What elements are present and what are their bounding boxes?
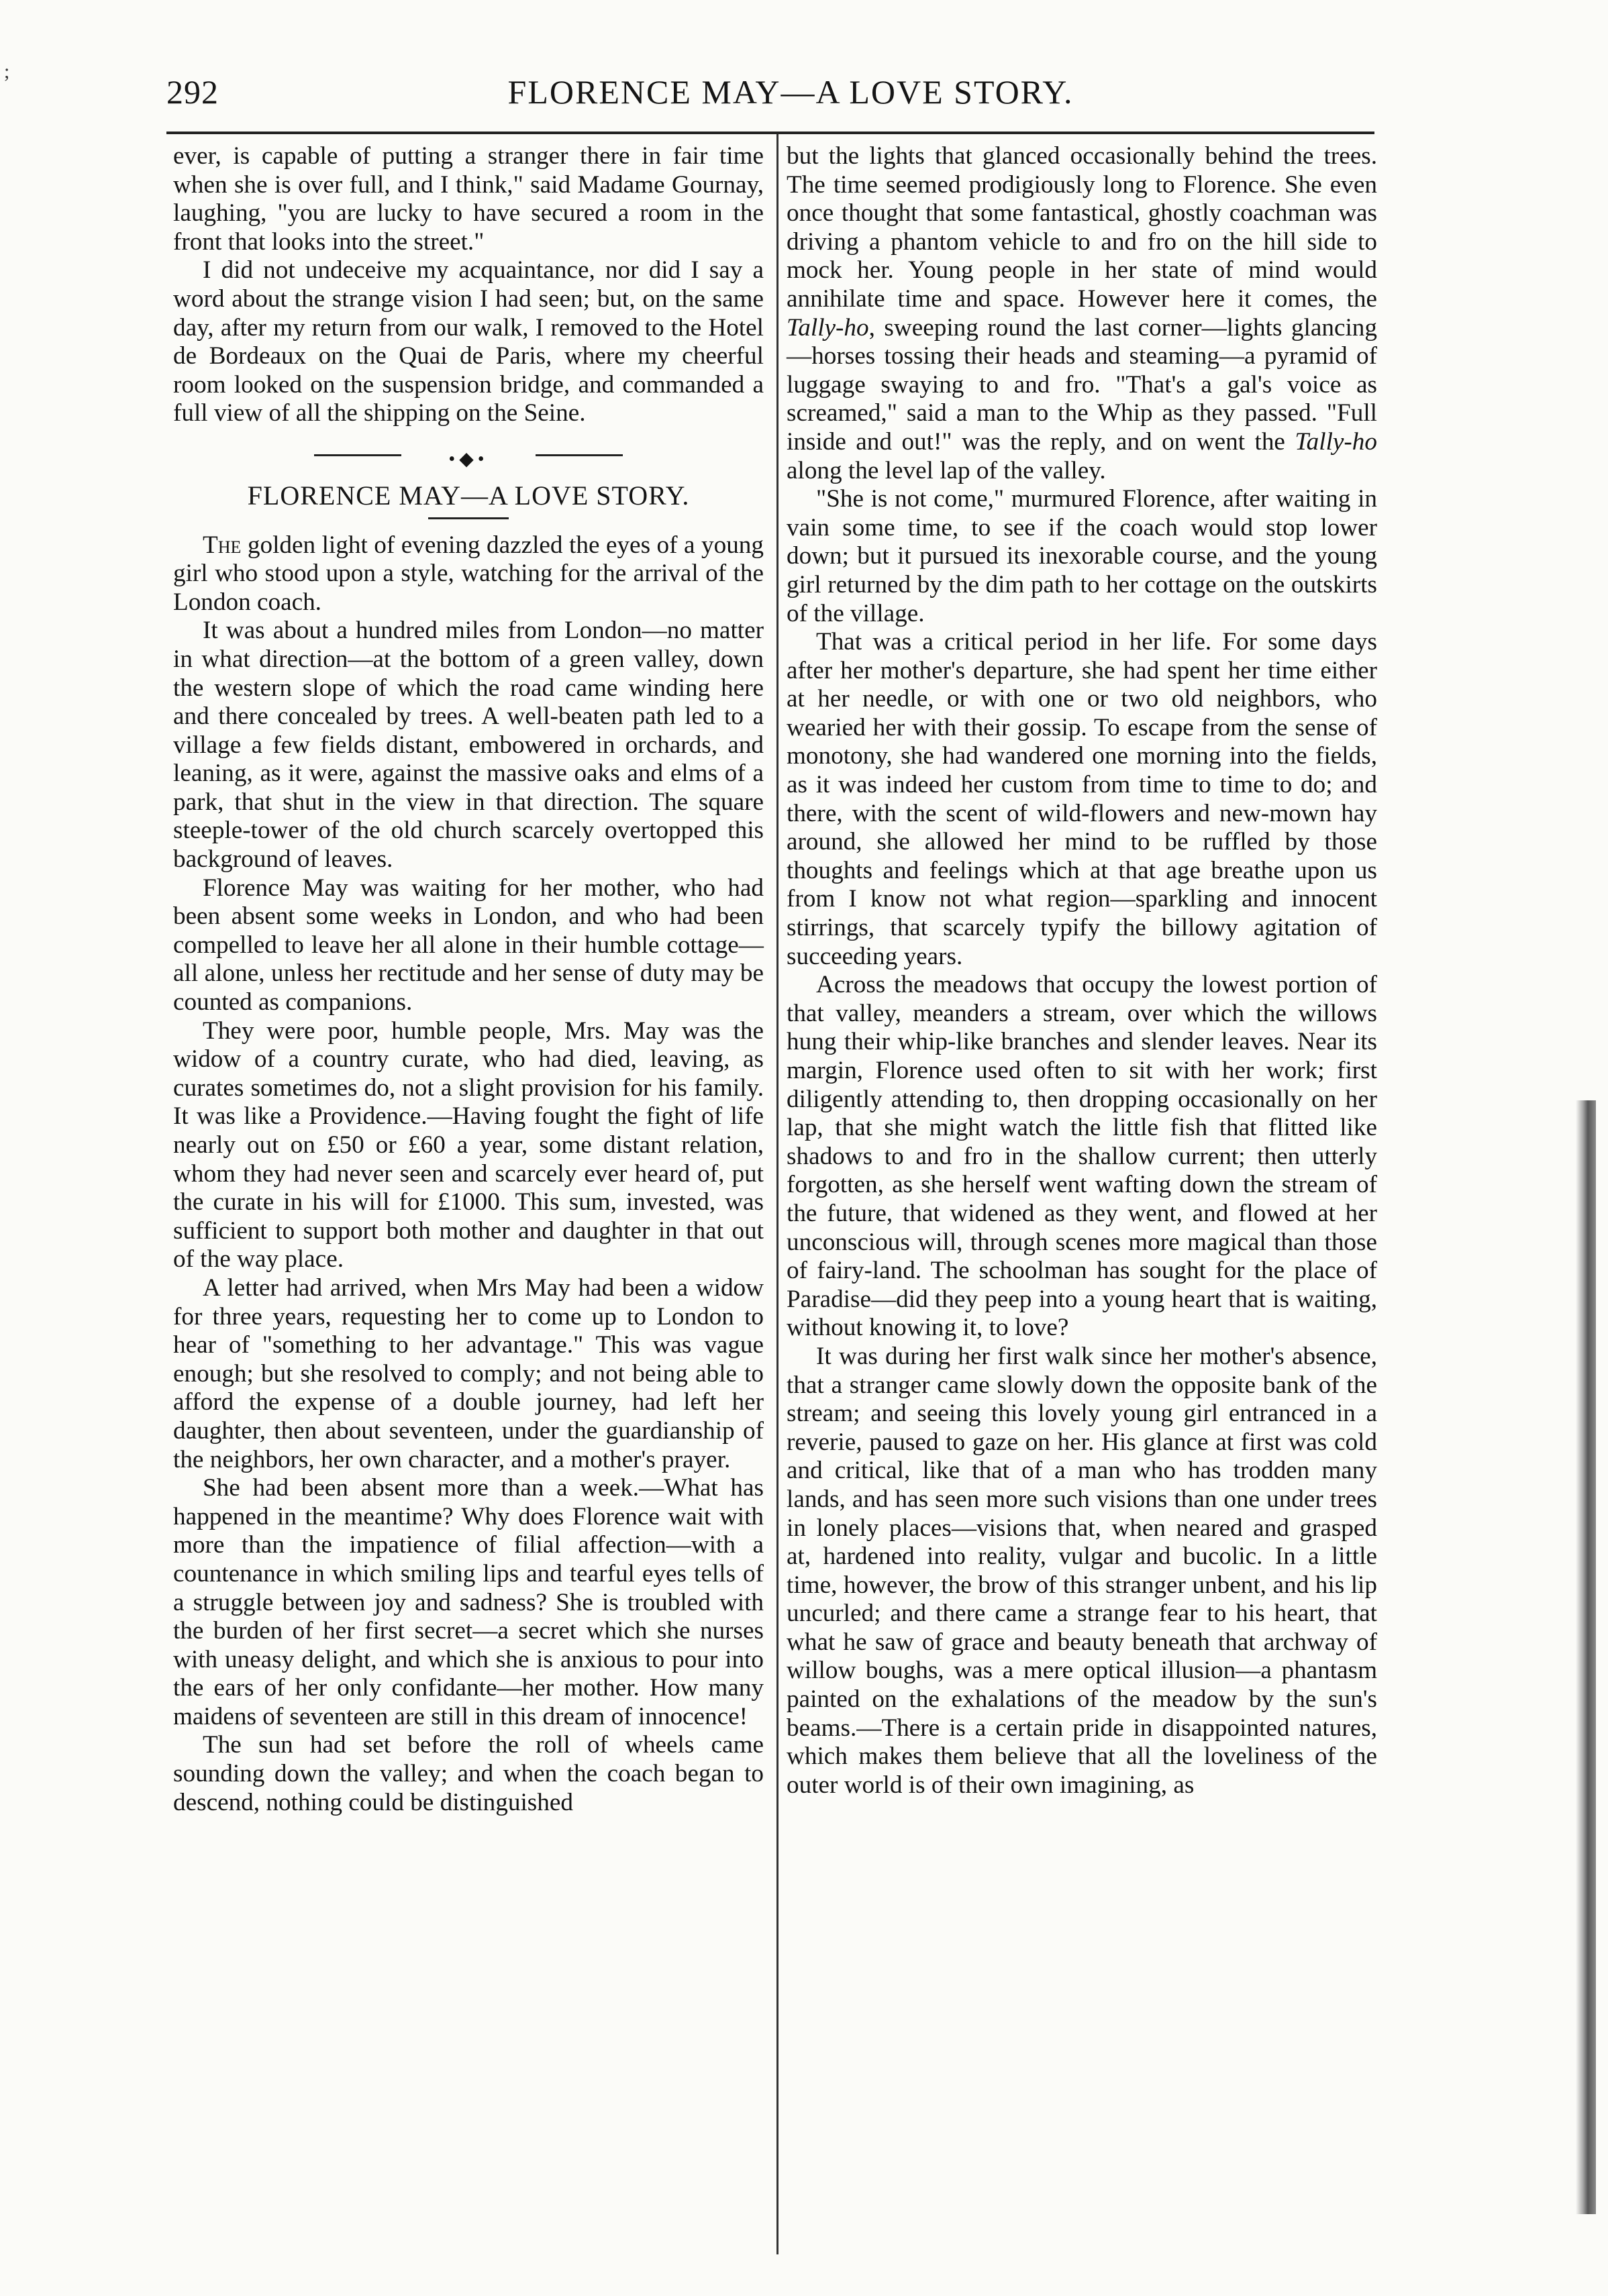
paragraph: I did not undeceive my acquaintance, nor did I say a word about the strange vision I had seen; but, on the same day, after my return from our walk, I removed to the Hotel de Bordeaux on the Quai de Paris, where my cheerful room looked on the suspension bridge, and commanded a full view of all the shipping on the Seine. (173, 256, 764, 427)
paragraph-text: "She is not come," murmured Florence, after waiting in vain some time, to see if the coach would stop lower down; but it pursued its inexorable course, and the young girl returned by the dim path to her cottage on the outskirts of the village. (787, 485, 1377, 627)
left-column (173, 142, 764, 1817)
continued-paragraph (787, 142, 1377, 485)
running-title: FLORENCE MAY—A LOVE STORY. (507, 73, 1074, 111)
story-title: FLORENCE MAY—A LOVE STORY. (247, 480, 690, 511)
paragraph-text: but the lights that glanced occasionally behind the trees. The time seemed prodigiously long to Florence. She even once thought that some fantastical, ghostly coachman was driving a phantom vehicle to and fro on the hill side to mock her. Young people in her state of mind would annihilate time and space. However here it comes, the (787, 142, 1377, 313)
ornament-glyph: •◆• (448, 448, 489, 470)
story-paragraph (173, 617, 764, 874)
paragraph-text: golden light of evening dazzled the eyes of a young girl who stood upon a style, watching for the arrival of the London coach. (173, 531, 764, 616)
binding-edge (1576, 1100, 1596, 2214)
story-paragraphs (173, 531, 764, 1818)
paragraph-text: It was about a hundred miles from London—no matter in what direction—at the bottom of a green valley, down the western slope of which the road came winding here and there concealed by trees. A well-beaten path led to a village a few fields distant, embowered in orchards, and leaning, as it were, against the massive oaks and elms of a park, that shut in the view in that direction. The square steeple-tower of the old church scarcely overtopped this background of leaves. (173, 617, 764, 874)
title-rule (428, 517, 509, 519)
paragraph-text: It was during her first walk since her mother's absence, that a stranger came slowly down the opposite bank of the stream; and seeing this lovely young girl entranced in a reverie, paused to gaze on her. His glance at first was cold and critical, like that of a man who has trodden many lands, and has seen more such visions than one under trees in lonely places—visions that, when neared and grasped at, hardened into reality, vulgar and bucolic. In a little time, however, the brow of this stranger unbent, and his lip uncurled; and there came a strange fear to his heart, that what he saw of grace and beauty beneath that archway of willow boughs, was a mere optical illusion—a phantasm painted on the exhalations of the meadow by the sun's beams.—There is a certain pride in disappointed natures, which makes them believe that all the loveliness of the outer world is of their own imagining, as (787, 1342, 1377, 1799)
story-paragraphs-continued (787, 142, 1377, 1799)
continued-paragraph: ever, is capable of putting a stranger there in fair time when she is over full, and I think," said Madame Gournay, laughing, "you are lucky to have secured a room in the front that looks into the street." (173, 142, 764, 256)
margin-mark: ; (4, 60, 10, 83)
story-paragraph (173, 1474, 764, 1731)
story-paragraph (787, 1343, 1377, 1800)
coach-name: Tally-ho (787, 313, 869, 342)
coach-name: Tally-ho (1295, 427, 1377, 456)
paragraph-text: They were poor, humble people, Mrs. May was the widow of a country curate, who had died, leaving, as curates sometimes do, not a slight provision for his family. It was like a Providence.—Having fought the fight of life nearly out on £50 or £60 a year, some distant relation, whom they had never seen and scarcely ever heard of, put the curate in his will for £1000. This sum, invested, was sufficient to support both mother and daughter in that out of the way place. (173, 1016, 764, 1273)
paragraph-text: A letter had arrived, when Mrs May had been a widow for three years, requesting her to come up to London to hear of "something to her advantage." This was vague enough; but she resolved to comply; and not being able to afford the expense of a double journey, had left her daughter, then about seventeen, under the guardianship of the neighbors, her own character, and a mother's prayer. (173, 1273, 764, 1473)
story-paragraph (173, 874, 764, 1017)
paragraph-text: That was a critical period in her life. For some days after her mother's departure, she had spent her time either at her needle, or with one or two old neighbors, who wearied her with their gossip. To escape from the sense of monotony, she had wandered one morning into the fields, as it was indeed her custom from time to time to do; and there, with the scent of wild-flowers and new-mown hay around, she allowed her mind to be ruffled by those thoughts and feelings which at that age breathe upon us from I know not what region—sparkling and innocent stirrings, that scarcely typify the billowy agitation of succeeding years. (787, 628, 1377, 970)
story-paragraph (787, 971, 1377, 1343)
story-paragraph (787, 628, 1377, 971)
column-divider (776, 134, 778, 2254)
opening-word: The (203, 531, 242, 559)
paragraph-text: along the level lap of the valley. (787, 456, 1106, 484)
story-paragraph (173, 531, 764, 617)
paragraph-text: Florence May was waiting for her mother, who had been absent some weeks in London, and who had been compelled to leave her all alone in their humble cottage—all alone, unless her rectitude and her sense of duty may be counted as companions. (173, 874, 764, 1016)
story-paragraph (173, 1731, 764, 1817)
page-number: 292 (166, 73, 219, 111)
header-rule (166, 132, 1374, 134)
section-ornament (173, 446, 764, 470)
paragraph-text: She had been absent more than a week.—What has happened in the meantime? Why does Florence wait with more than the impatience of filial affection—with a countenance in which smiling lips and tearful eyes tells of a struggle between joy and sadness? She is troubled with the burden of her first secret—a secret which she nurses with uneasy delight, and which she is anxious to pour into the ears of her only confidante—her mother. How many maidens of seventeen are still in this dream of innocence! (173, 1474, 764, 1730)
page-header (166, 72, 1374, 126)
paragraph-text: Across the meadows that occupy the lowest portion of that valley, meanders a stream, over which the willows hung their whip-like branches and slender leaves. Near its margin, Florence used often to sit with her work; first diligently attending to, then dropping occasionally on her lap, that she might watch the little fish that flitted like shadows to and fro in the shallow current; then utterly forgotten, as she herself went wafting down the stream of the future, that widened as they went, and flowed at her unconscious will, through scenes more magical than those of fairy-land. The schoolman has sought for the place of Paradise—did they peep into a young heart that is waiting, without knowing it, to love? (787, 971, 1377, 1342)
ornament-line (314, 454, 401, 456)
story-paragraph (173, 1017, 764, 1274)
story-paragraph (173, 1274, 764, 1474)
right-column (787, 142, 1377, 1799)
paragraph-text: , sweeping round the last corner—lights glancing—horses tossing their heads and steaming—a pyramid of luggage swaying to and fro. "That's a gal's voice as screamed," said a man to the Whip as they passed. "Full inside and out!" was the reply, and on went the (787, 313, 1377, 456)
paragraph-text: The sun had set before the roll of wheels came sounding down the valley; and when the coach began to descend, nothing could be distinguished (173, 1731, 764, 1816)
ornament-line (536, 454, 623, 456)
story-paragraph (787, 485, 1377, 628)
